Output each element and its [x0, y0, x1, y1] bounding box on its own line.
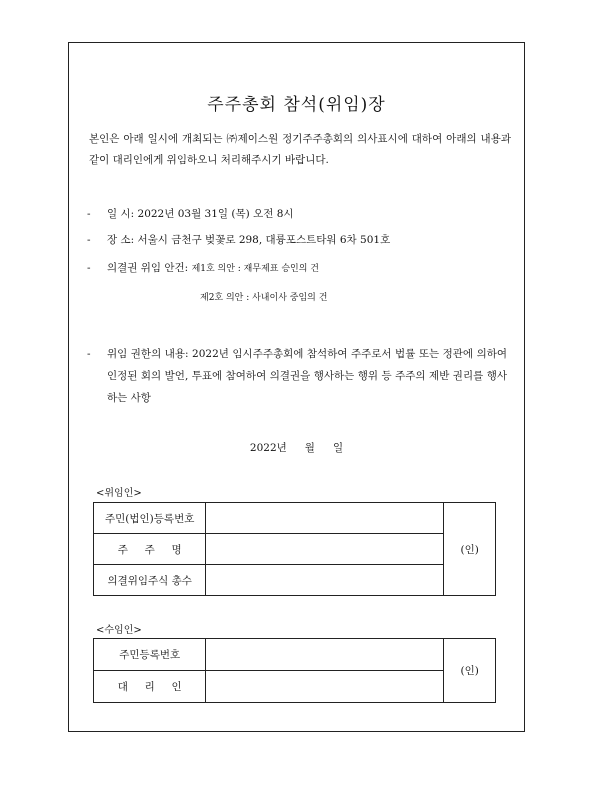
delegator-id-label: 주민(법인)등록번호 — [94, 503, 206, 534]
proxy-section-label: <수임인> — [96, 625, 142, 636]
proxy-seal[interactable]: (인) — [444, 639, 496, 703]
proxy-id-label: 주민등록번호 — [94, 639, 206, 671]
delegated-shares-field[interactable] — [206, 565, 444, 596]
proxy-table — [93, 638, 496, 703]
delegator-table — [93, 502, 496, 596]
table-row — [94, 671, 496, 703]
intro-paragraph: 본인은 아래 일시에 개최되는 ㈜제이스원 정기주주총회의 의사표시에 대하여 아래의 내용과 같이 대리인에게 위임하오니 처리해주시기 바랍니다. — [89, 133, 511, 166]
agenda-item-2: 제2호 의안 : 사내이사 중임의 건 — [200, 293, 328, 303]
table-row — [94, 534, 496, 565]
authority-text: 위임 권한의 내용: 2022년 임시주주총회에 참석하여 주주로서 법률 또는 정관에 의하여 인정된 회의 발언, 투표에 참여하여 의결권을 행사하는 행위 등 주주의 제반 권리를 행사하는 사항 — [107, 348, 507, 404]
proxy-name-field[interactable] — [206, 671, 444, 703]
agenda-line — [87, 261, 319, 276]
bullet-dash: - — [87, 234, 91, 246]
authority-paragraph — [87, 343, 511, 409]
meeting-date-line: - 일 시: 2022년 03월 31일 (목) 오전 8시 — [87, 208, 294, 220]
delegator-seal[interactable]: (인) — [444, 503, 496, 596]
delegator-id-field[interactable] — [206, 503, 444, 534]
place-label: 장 소 — [107, 234, 131, 246]
delegator-name-label: 주 주 명 — [94, 534, 206, 565]
date-label: 일 시 — [107, 208, 131, 220]
table-row — [94, 565, 496, 596]
document-frame — [68, 42, 525, 732]
agenda-item-1: 제1호 의안 : 재무제표 승인의 건 — [191, 264, 319, 274]
delegated-shares-label: 의결위임주식 총수 — [94, 565, 206, 596]
date-day: 일 — [332, 442, 344, 454]
table-row — [94, 503, 496, 534]
date-year: 2022년 — [249, 442, 287, 454]
meeting-place-line: - 장 소: 서울시 금천구 벚꽃로 298, 대륭포스트타워 6차 501호 — [87, 234, 391, 246]
proxy-name-label: 대 리 인 — [94, 671, 206, 703]
date-month: 월 — [304, 442, 315, 454]
page-title: 주주총회 참석(위임)장 — [207, 95, 386, 115]
delegator-name-field[interactable] — [206, 534, 444, 565]
delegator-section-label: <위임인> — [96, 488, 142, 499]
signature-date — [69, 440, 524, 455]
place-value: 서울시 금천구 벚꽃로 298, 대륭포스트타워 6차 501호 — [137, 234, 391, 246]
proxy-id-field[interactable] — [206, 639, 444, 671]
date-value: 2022년 03월 31일 (목) 오전 8시 — [137, 208, 294, 220]
table-row — [94, 639, 496, 671]
bullet-dash: - — [87, 348, 91, 360]
bullet-dash: - — [87, 262, 91, 274]
bullet-dash: - — [87, 208, 91, 220]
agenda-label: 의결권 위임 안건: — [107, 262, 189, 274]
